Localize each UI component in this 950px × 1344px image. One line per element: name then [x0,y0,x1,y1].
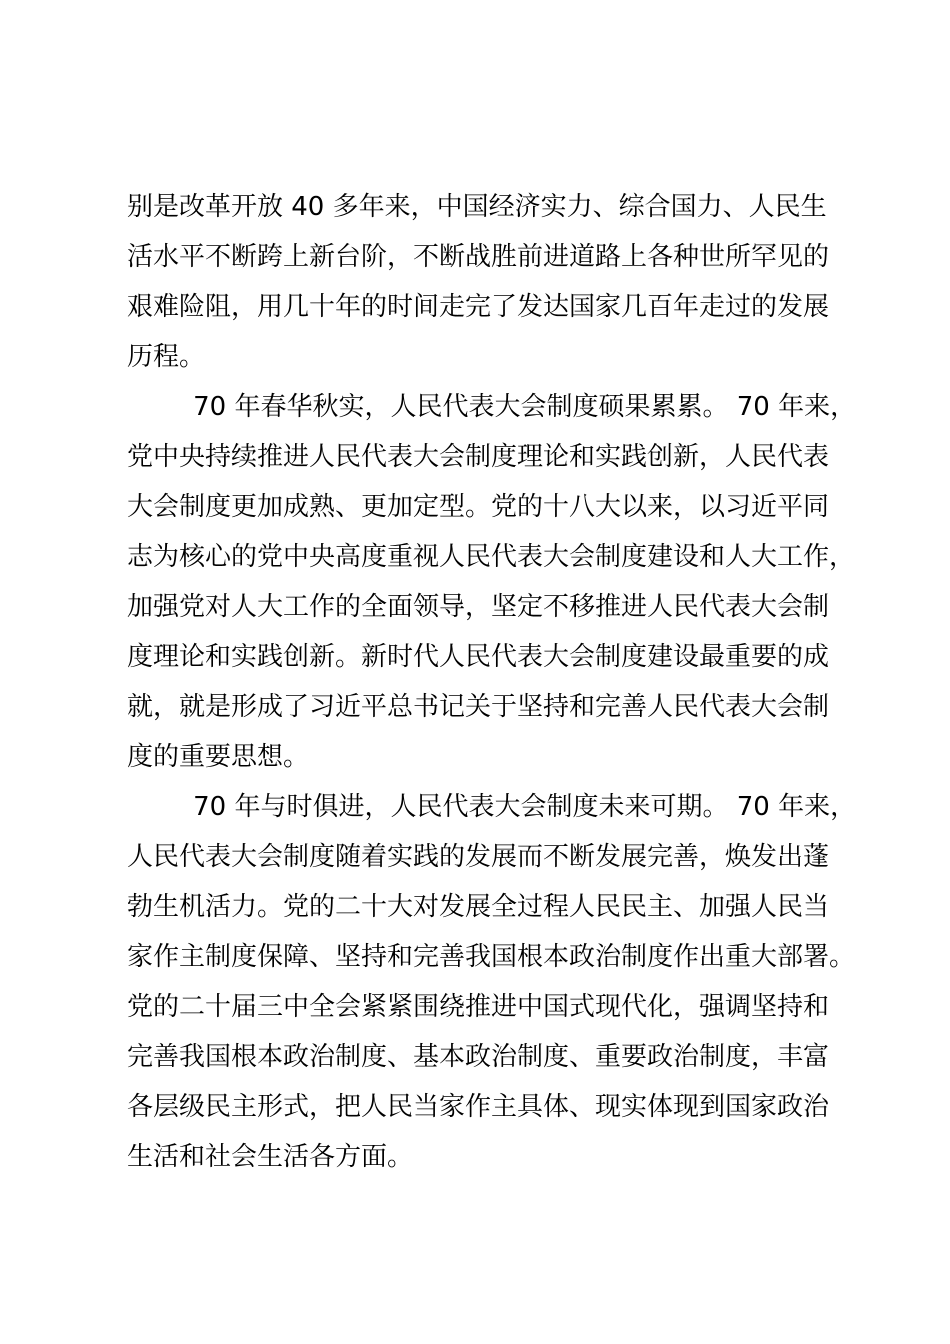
text-line: 大会制度更加成熟、更加定型。党的十八大以来，以习近平同 [127,492,830,522]
text-line: 别是改革开放 40 多年来，中国经济实力、综合国力、人民生 [127,192,827,222]
text-line: 历程。 [127,342,206,372]
text-line: 志为核心的党中央高度重视人民代表大会制度建设和人大工作， [127,542,856,572]
text-line: 党中央持续推进人民代表大会制度理论和实践创新，人民代表 [127,442,830,472]
text-line: 党的二十届三中全会紧紧围绕推进中国式现代化，强调坚持和 [127,992,830,1022]
text-line: 勃生机活力。党的二十大对发展全过程人民民主、加强人民当 [127,892,830,922]
text-line: 加强党对人大工作的全面领导，坚定不移推进人民代表大会制 [127,592,830,622]
text-line: 各层级民主形式，把人民当家作主具体、现实体现到国家政治 [127,1092,830,1122]
text-line: 度理论和实践创新。新时代人民代表大会制度建设最重要的成 [127,642,830,672]
text-line: 70 年春华秋实，人民代表大会制度硕果累累。 70 年来， [127,392,857,422]
text-line: 人民代表大会制度随着实践的发展而不断发展完善，焕发出蓬 [127,842,830,872]
text-line: 就，就是形成了习近平总书记关于坚持和完善人民代表大会制 [127,692,830,722]
text-line: 生活和社会生活各方面。 [127,1142,414,1172]
text-line: 70 年与时俱进，人民代表大会制度未来可期。 70 年来， [127,792,857,822]
text-line: 度的重要思想。 [127,742,310,772]
text-line: 艰难险阻，用几十年的时间走完了发达国家几百年走过的发展 [127,292,830,322]
text-line: 活水平不断跨上新台阶，不断战胜前进道路上各种世所罕见的 [127,242,830,272]
text-line: 家作主制度保障、坚持和完善我国根本政治制度作出重大部署。 [127,942,856,972]
text-line: 完善我国根本政治制度、基本政治制度、重要政治制度，丰富 [127,1042,830,1072]
